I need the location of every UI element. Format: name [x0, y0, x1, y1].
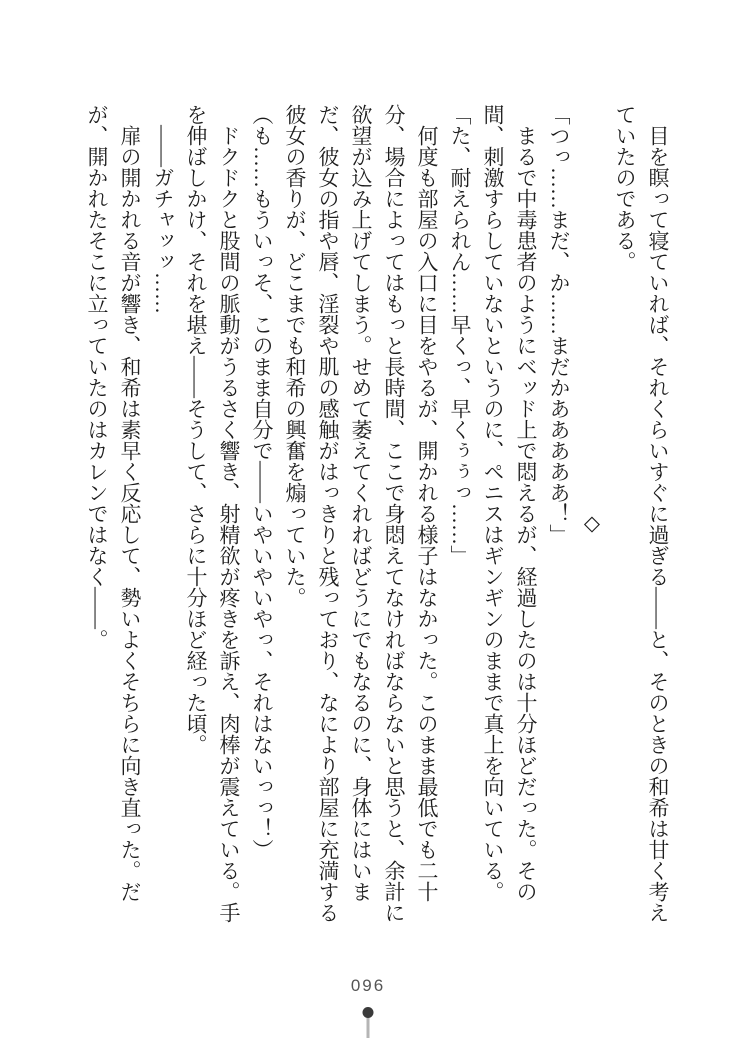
marker-dot-icon — [363, 1007, 374, 1018]
paragraph: 「た、耐えられん……早くっ、早くぅぅっ……」 — [448, 104, 472, 566]
paragraph: ドクドクと股間の脈動がうるさく響き、射精欲が疼きを訴え、肉棒が震えている。手を伸ばしかけ、それを堪え――そうして、さらに十分ほど経った頃。 — [184, 104, 241, 923]
paragraph: （も……もういっそ、このまま自分で――いやいやいやっ、それはないっっ！） — [250, 104, 274, 860]
paragraph: 扉の開かれる音が響き、和希は素早く反応して、勢いよくそちらに向き直った。だが、開かれたそこに立っていたのはカレンではなく――。 — [85, 104, 142, 902]
page-text — [80, 104, 674, 942]
paragraph: 何度も部屋の入口に目をやるが、開かれる様子はなかった。このまま最低でも二十分、場合によってはもっと長時間、ここで身悶えてなければならないと思うと、余計に欲望が込み上げてしまう。せめて萎えてくれればどうにでもなるのに、身体にはいまだ、彼女の指や唇、淫裂や肌の感触がはっきりと残っており、なにより部屋に充満する彼女の香りが、どこまでも和希の興奮を煽っていた。 — [283, 104, 439, 923]
section-separator: ◇ — [580, 511, 604, 535]
paragraph: 目を瞑って寝ていれば、それくらいすぐに過ぎる――と、そのときの和希は甘く考えていたのである。 — [613, 104, 670, 923]
page-number: 096 — [350, 976, 386, 995]
paragraph: まるで中毒患者のようにベッド上で悶えるが、経過したのは十分ほどだった。その間、刺激すらしていないというのに、ペニスはギンギンのままで真上を向いている。 — [481, 104, 538, 902]
page-marker — [362, 1007, 374, 1038]
paragraph: 「つっ……まだ、か……まだかあああああ！」 — [547, 104, 571, 545]
paragraph: ――ガチャッッ…… — [151, 125, 175, 314]
